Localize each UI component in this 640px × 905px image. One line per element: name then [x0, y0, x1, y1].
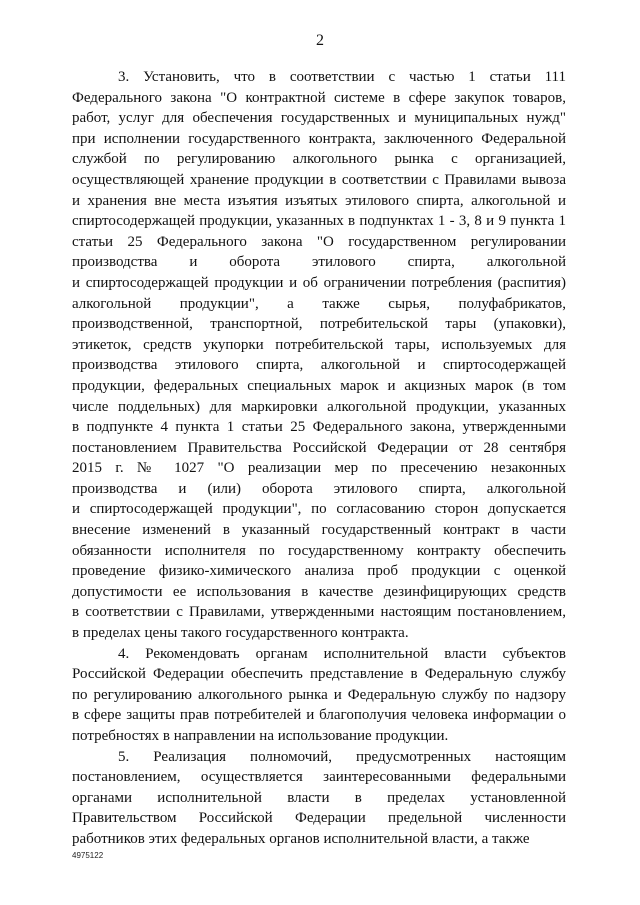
page-number: 2 — [316, 32, 324, 49]
text-line: 4. Рекомендовать органам исполнительной власти субъектов — [118, 645, 566, 662]
text-line: проведение физико-химического анализа проб продукции с оценкой — [72, 563, 566, 580]
text-line: обязанности исполнителя по государственному контракту обеспечить — [72, 542, 566, 559]
text-line: по регулированию алкогольного рынка и Федеральную службу по надзору — [72, 686, 566, 703]
text-line: Российской Федерации обеспечить представление в Федеральную службу — [72, 666, 566, 683]
text-line: производственной, транспортной, потребительской тары (упаковки), — [72, 316, 566, 333]
paragraph-4 — [72, 644, 566, 747]
text-line: этикеток, средств укупорки потребительской тары, используемых для — [72, 336, 566, 353]
text-line: спиртосодержащей продукции, указанных в подпунктах 1 - 3, 8 и 9 пункта 1 — [72, 213, 566, 230]
text-line: внесение изменений в указанный государственный контракт в части — [72, 522, 566, 539]
text-line: алкогольной продукции", а также сырья, полуфабрикатов, — [72, 295, 566, 312]
text-line: постановлением, осуществляется заинтересованными федеральными — [72, 769, 566, 786]
text-line: в пределах цены такого государственного контракта. — [72, 625, 409, 642]
text-line: производства и оборота этилового спирта, алкогольной — [72, 254, 566, 271]
text-line: постановлением Правительства Российской Федерации от 28 сентября — [72, 439, 566, 456]
text-line: в соответствии с Правилами, утвержденными настоящим постановлением, — [72, 604, 566, 621]
paragraph-5 — [72, 747, 566, 850]
document-code: 4975122 — [72, 851, 104, 860]
text-line: 3. Установить, что в соответствии с частью 1 статьи 111 — [118, 69, 566, 85]
text-line: потребностях в направлении на использование продукции. — [72, 728, 449, 744]
text-line: 5. Реализация полномочий, предусмотренных настоящим — [118, 748, 566, 765]
text-line: Правительством Российской Федерации предельной численности — [72, 810, 566, 827]
text-line: производства этилового спирта, алкогольной и спиртосодержащей — [72, 357, 566, 374]
text-line: работников этих федеральных органов исполнительной власти, а также — [72, 830, 530, 847]
text-line: в сфере защиты прав потребителей и благополучия человека информации о — [72, 707, 566, 724]
text-line: органами исполнительной власти в пределах установленной — [72, 789, 566, 806]
text-line: Федерального закона "О контрактной системе в сфере закупок товаров, — [72, 89, 566, 106]
text-line: и спиртосодержащей продукции и об ограничении потребления (распития) — [72, 274, 566, 291]
document-body — [72, 67, 566, 850]
text-line: осуществляющей хранение продукции в соответствии с Правилами вывоза — [72, 171, 566, 188]
text-line: и спиртосодержащей продукции", по согласованию сторон допускается — [72, 501, 566, 518]
paragraph-3 — [72, 67, 566, 644]
text-line: допустимости ее использования в качестве дезинфицирующих средств — [72, 583, 566, 600]
text-line: в подпункте 4 пункта 1 статьи 25 Федерального закона, утвержденными — [72, 419, 566, 436]
text-line: продукции, федеральных специальных марок и акцизных марок (в том — [72, 377, 566, 394]
text-line: статьи 25 Федерального закона "О государственном регулировании — [72, 233, 566, 250]
text-line: работ, услуг для обеспечения государственных и муниципальных нужд" — [72, 110, 566, 127]
text-line: производства и (или) оборота этилового спирта, алкогольной — [72, 480, 566, 497]
text-line: и хранения вне места изъятия изъятых этилового спирта, алкогольной и — [72, 192, 566, 209]
text-line: службой по регулированию алкогольного рынка с организацией, — [72, 151, 566, 168]
text-line: числе поддельных) для маркировки алкогольной продукции, указанных — [72, 398, 566, 415]
text-line: при исполнении государственного контракта, заключенного Федеральной — [72, 130, 566, 147]
text-line: 2015 г. № 1027 "О реализации мер по пресечению незаконных — [72, 460, 566, 477]
